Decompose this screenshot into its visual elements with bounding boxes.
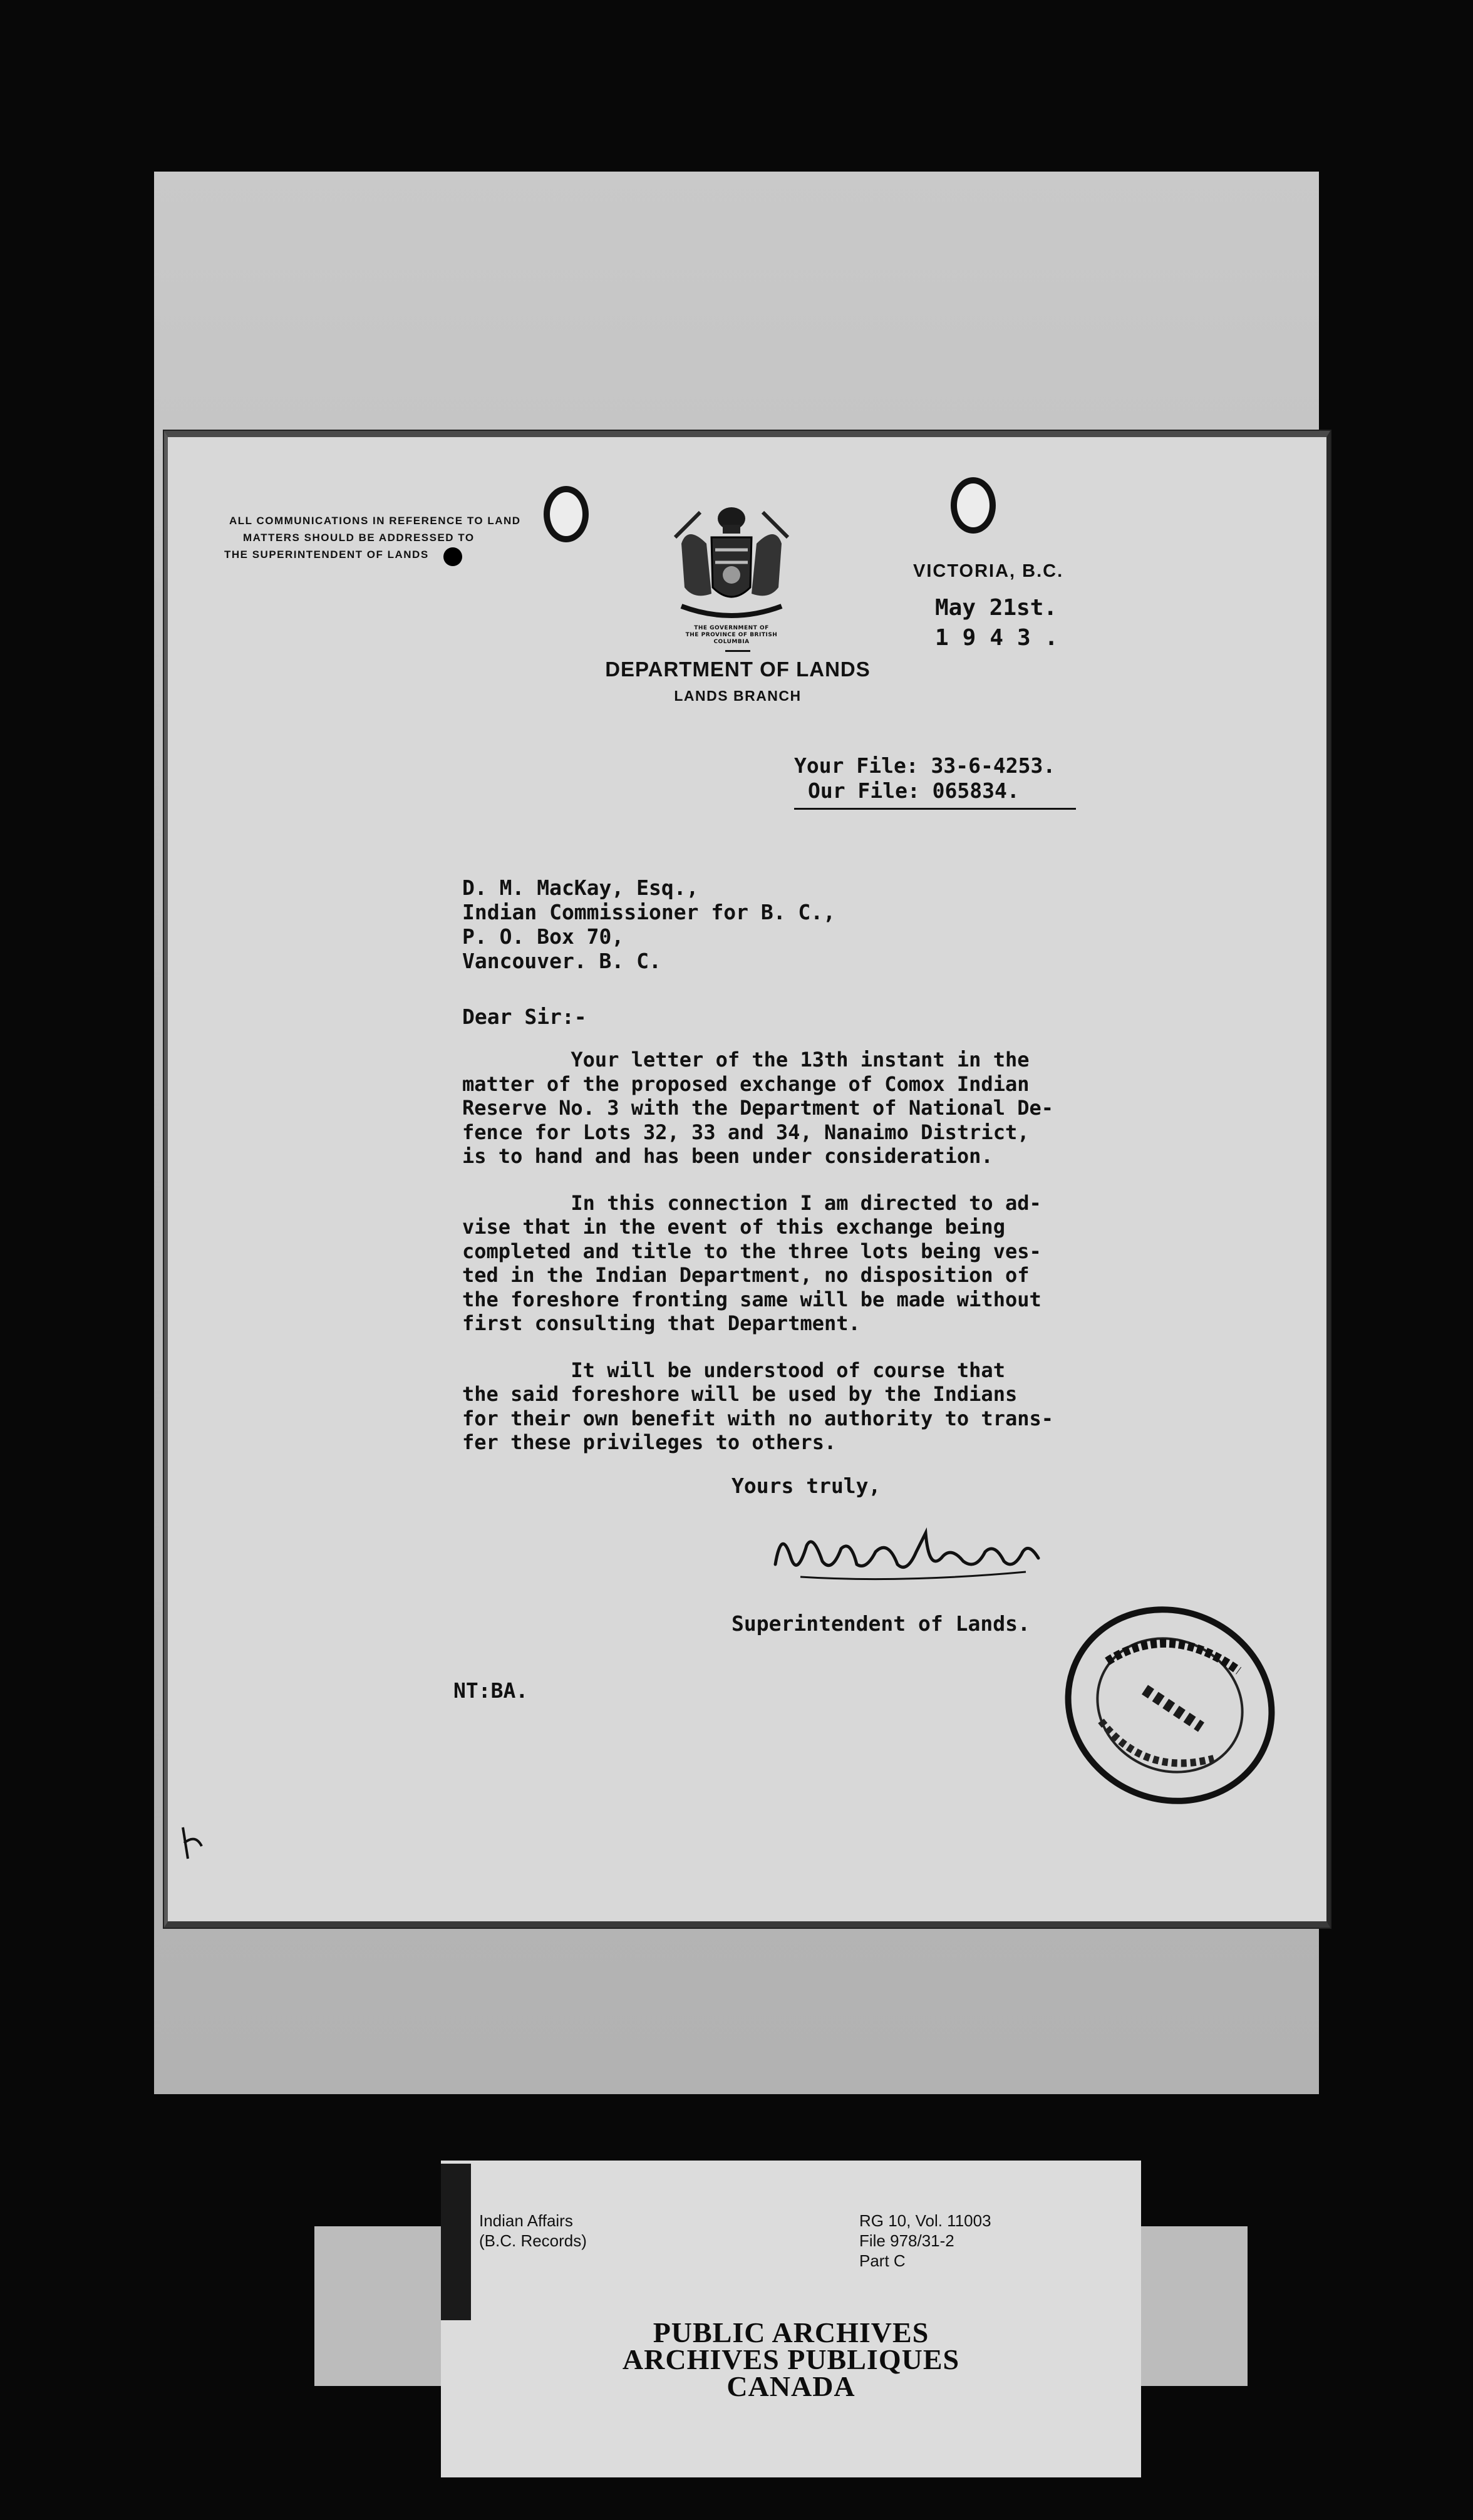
signatory-title: Superintendent of Lands. xyxy=(731,1611,1030,1636)
file-references xyxy=(794,753,1055,803)
closing: Yours truly, xyxy=(731,1474,881,1498)
crest-caption-line: THE GOVERNMENT OF xyxy=(694,625,769,631)
label-reference xyxy=(859,2211,991,2271)
recipient-address xyxy=(462,875,835,973)
provincial-crest-icon xyxy=(663,500,800,631)
reference-line: MATTERS SHOULD BE ADDRESSED TO xyxy=(243,532,475,544)
label-series xyxy=(479,2211,587,2251)
letter-page xyxy=(164,431,1330,1928)
city-heading: VICTORIA, B.C. xyxy=(913,561,1064,581)
archives-line: PUBLIC ARCHIVES xyxy=(653,2316,929,2348)
pencil-mark-icon xyxy=(177,1821,208,1865)
ink-blot xyxy=(443,547,462,566)
branch-name: LANDS BRANCH xyxy=(674,688,802,704)
address-line: D. M. MacKay, Esq., xyxy=(462,875,699,900)
archives-footer xyxy=(441,2316,1141,2402)
archives-line: ARCHIVES PUBLIQUES xyxy=(622,2343,960,2375)
punch-hole-right xyxy=(951,477,996,534)
crest-caption-line: THE PROVINCE OF BRITISH COLUMBIA xyxy=(685,632,778,645)
signature-icon xyxy=(763,1514,1057,1589)
paragraph: Your letter of the 13th instant in the matter of the proposed exchange of Comox Indian Reserve No. 3 with the Department of National De- fence for Lots 32, 33 and 34, Nanaimo District, is to hand and has been under consideration. xyxy=(462,1048,1054,1168)
reference-notice xyxy=(224,512,550,563)
label-text: RG 10, Vol. 11003 xyxy=(859,2211,991,2230)
label-text: (B.C. Records) xyxy=(479,2231,587,2250)
label-text: Indian Affairs xyxy=(479,2211,573,2230)
paragraph: It will be understood of course that the said foreshore will be used by the Indians for their own benefit with no authority to trans- fer these privileges to others. xyxy=(462,1358,1054,1454)
address-line: P. O. Box 70, xyxy=(462,924,624,949)
salutation: Dear Sir:- xyxy=(462,1004,587,1029)
archives-line: CANADA xyxy=(726,2370,855,2402)
reference-line: THE SUPERINTENDENT OF LANDS xyxy=(224,549,429,560)
your-file: Your File: 33-6-4253. xyxy=(794,753,1056,778)
crest-caption xyxy=(669,625,794,646)
received-stamp-icon xyxy=(1057,1602,1283,1809)
date-line-2: 1943. xyxy=(935,625,1072,651)
paragraph: In this connection I am directed to ad- vise that in the event of this exchange being completed and title to the three lots being ves- ted in the Indian Department, no disposition of the foreshore fronting same will be made without first consulting that Department. xyxy=(462,1190,1041,1335)
date-line-1: May 21st. xyxy=(935,595,1058,621)
label-notch xyxy=(441,2164,471,2320)
typist-initials: NT:BA. xyxy=(453,1678,529,1703)
letter-body xyxy=(462,1048,1170,1455)
our-file: Our File: 065834. xyxy=(808,778,1020,803)
reference-line: ALL COMMUNICATIONS IN REFERENCE TO LAND xyxy=(229,515,521,527)
label-text: Part C xyxy=(859,2251,906,2270)
divider xyxy=(725,650,750,652)
file-underline xyxy=(794,808,1076,810)
department-name: DEPARTMENT OF LANDS xyxy=(605,658,871,681)
address-line: Indian Commissioner for B. C., xyxy=(462,900,836,924)
punch-hole-left xyxy=(544,486,589,542)
label-text: File 978/31-2 xyxy=(859,2231,954,2250)
address-line: Vancouver. B. C. xyxy=(462,949,661,973)
